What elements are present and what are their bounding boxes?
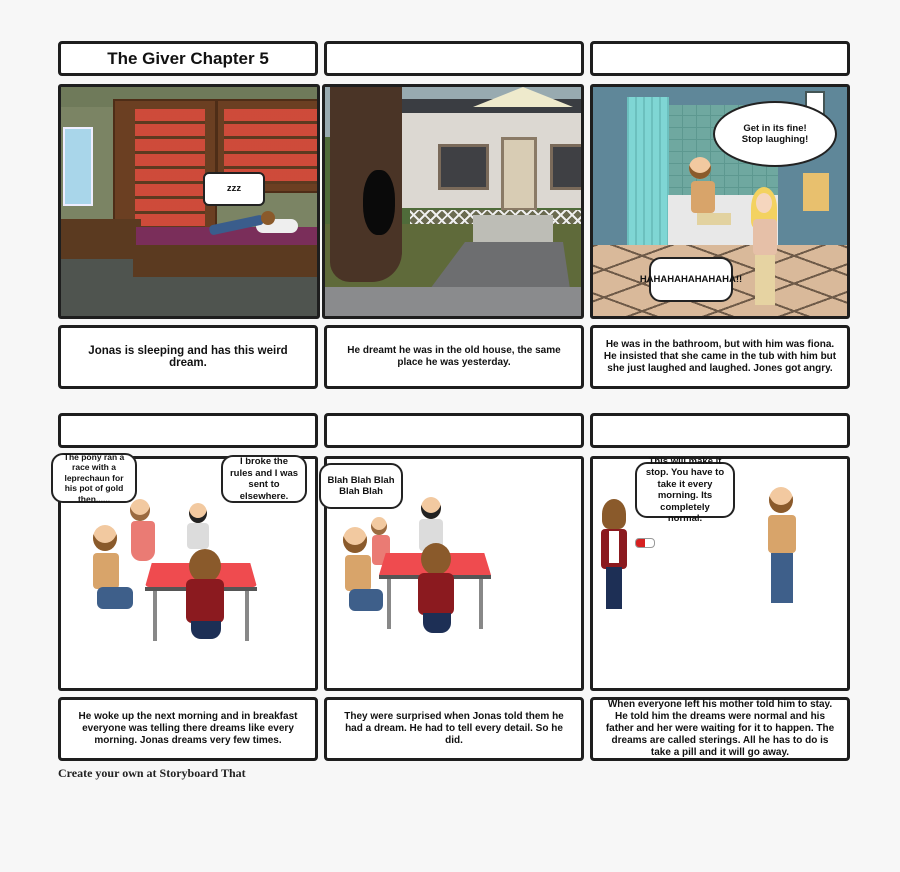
panel-4-title[interactable] — [58, 413, 318, 448]
jonas-head — [261, 211, 275, 225]
mother-head — [189, 549, 221, 583]
panel-3-title[interactable] — [590, 41, 850, 76]
mother-jacket — [186, 579, 224, 623]
desk — [61, 219, 141, 259]
description-text: Jonas is sleeping and has this weird dream. — [88, 345, 288, 369]
speech-bubble-broke-rules — [221, 455, 307, 503]
jonas-shirt — [768, 515, 796, 553]
speech-bubble-get-in — [713, 101, 837, 167]
description-text: He dreamt he was in the old house, the same place he was yesterday. — [347, 345, 561, 368]
bubble-text: I broke the rules and I was sent to elsewhere. — [229, 456, 299, 502]
bubble-text: The pony ran a race with a leprechaun for his pot of gold then...... — [63, 451, 125, 504]
jonas-pants — [97, 587, 133, 609]
panel-3-description[interactable] — [590, 325, 850, 389]
gable — [473, 87, 573, 107]
jonas-head — [343, 527, 367, 553]
description-text: He woke up the next morning and in breakfast everyone was telling there dreams like every morning. Jonas dreams very few times. — [78, 711, 298, 746]
mother-pants — [606, 567, 622, 609]
fiona-face — [756, 193, 772, 213]
porch-steps — [473, 215, 553, 243]
pill-icon — [635, 538, 655, 548]
panel-5-title[interactable] — [324, 413, 584, 448]
fiona-shirt — [753, 219, 777, 255]
panel-4-scene-breakfast — [58, 451, 318, 691]
description-text: He was in the bathroom, but with him was fiona. He insisted that she came in the tub with him but she just laughed and laughed. Jones got angry. — [603, 339, 837, 374]
panel-6-description[interactable] — [590, 697, 850, 761]
panel-2-scene-old-house — [322, 84, 584, 319]
speech-bubble-laughing — [639, 257, 743, 302]
panel-6-title[interactable] — [590, 413, 850, 448]
panel-3-scene-bathroom — [590, 84, 850, 319]
house-window-left — [438, 144, 489, 190]
speech-bubble-pony — [51, 453, 137, 503]
towel — [803, 173, 829, 211]
description-text: When everyone left his mother told him to stay. He told him the dreams were normal and his father and her were waiting for it to happen. The dreams are called sterings. All he has to do is take a pill and it will go away. — [605, 699, 835, 758]
panel-2-title[interactable] — [324, 41, 584, 76]
father-head — [421, 497, 441, 519]
storyboard-that-credit-link[interactable]: Create your own at Storyboard That — [58, 766, 246, 780]
bubble-text: This will make it stop. You have to take it every morning. Its completely normal. — [645, 455, 725, 524]
table-leg — [153, 591, 157, 641]
panel-5-description[interactable] — [324, 697, 584, 761]
lily-head — [371, 517, 387, 535]
bookshelf-left — [113, 99, 217, 238]
panel-1-scene-bedroom — [58, 84, 320, 319]
bubble-text: Get in its fine! Stop laughing! — [741, 122, 809, 145]
panel-4-description[interactable] — [58, 697, 318, 761]
table-leg — [245, 591, 249, 641]
panel-1-title-text: The Giver Chapter 5 — [107, 48, 269, 68]
house-door — [501, 137, 537, 211]
jonas-head — [769, 487, 793, 513]
jonas-head — [93, 525, 117, 551]
bubble-text: zzz — [226, 183, 242, 195]
speech-bubble-blah — [319, 463, 403, 509]
bed-frame — [133, 245, 320, 277]
lily-dress — [131, 521, 155, 561]
panel-1-description[interactable] — [58, 325, 318, 389]
mother-shirt — [609, 531, 619, 563]
window — [63, 127, 93, 206]
lily-head — [130, 499, 150, 521]
jonas-pants — [697, 213, 731, 225]
fiona-pants — [755, 255, 775, 305]
sidewalk — [325, 287, 584, 319]
books — [135, 109, 205, 229]
description-text: They were surprised when Jonas told them he had a dream. He had to tell every detail. So he did. — [344, 711, 564, 746]
jonas-shirt — [691, 181, 715, 213]
tree-hollow — [363, 170, 395, 235]
jonas-pants — [349, 589, 383, 611]
mother-pants — [423, 613, 451, 633]
mother-pants — [191, 621, 221, 639]
bubble-text: HAHAHAHAHAHAHA!! — [639, 273, 743, 285]
mother-head — [421, 543, 451, 575]
jonas-shirt — [93, 553, 119, 589]
father-shirt — [187, 523, 209, 549]
bubble-text: Blah Blah Blah Blah Blah — [327, 474, 395, 497]
panel-6-scene-mother-pill — [590, 456, 850, 691]
panel-5-scene-breakfast — [324, 456, 584, 691]
jonas-pants — [771, 553, 793, 603]
mother-head — [602, 499, 626, 529]
speech-bubble-zzz — [203, 172, 265, 206]
father-head — [189, 503, 207, 523]
speech-bubble-pill — [635, 455, 735, 524]
mother-jacket — [418, 573, 454, 615]
jonas-head — [689, 157, 711, 179]
house-window-right — [550, 144, 584, 190]
panel-2-description[interactable] — [324, 325, 584, 389]
table-leg — [387, 579, 391, 629]
panel-1-title[interactable] — [58, 41, 318, 76]
jonas-shirt — [345, 555, 371, 591]
table-leg — [479, 579, 483, 629]
